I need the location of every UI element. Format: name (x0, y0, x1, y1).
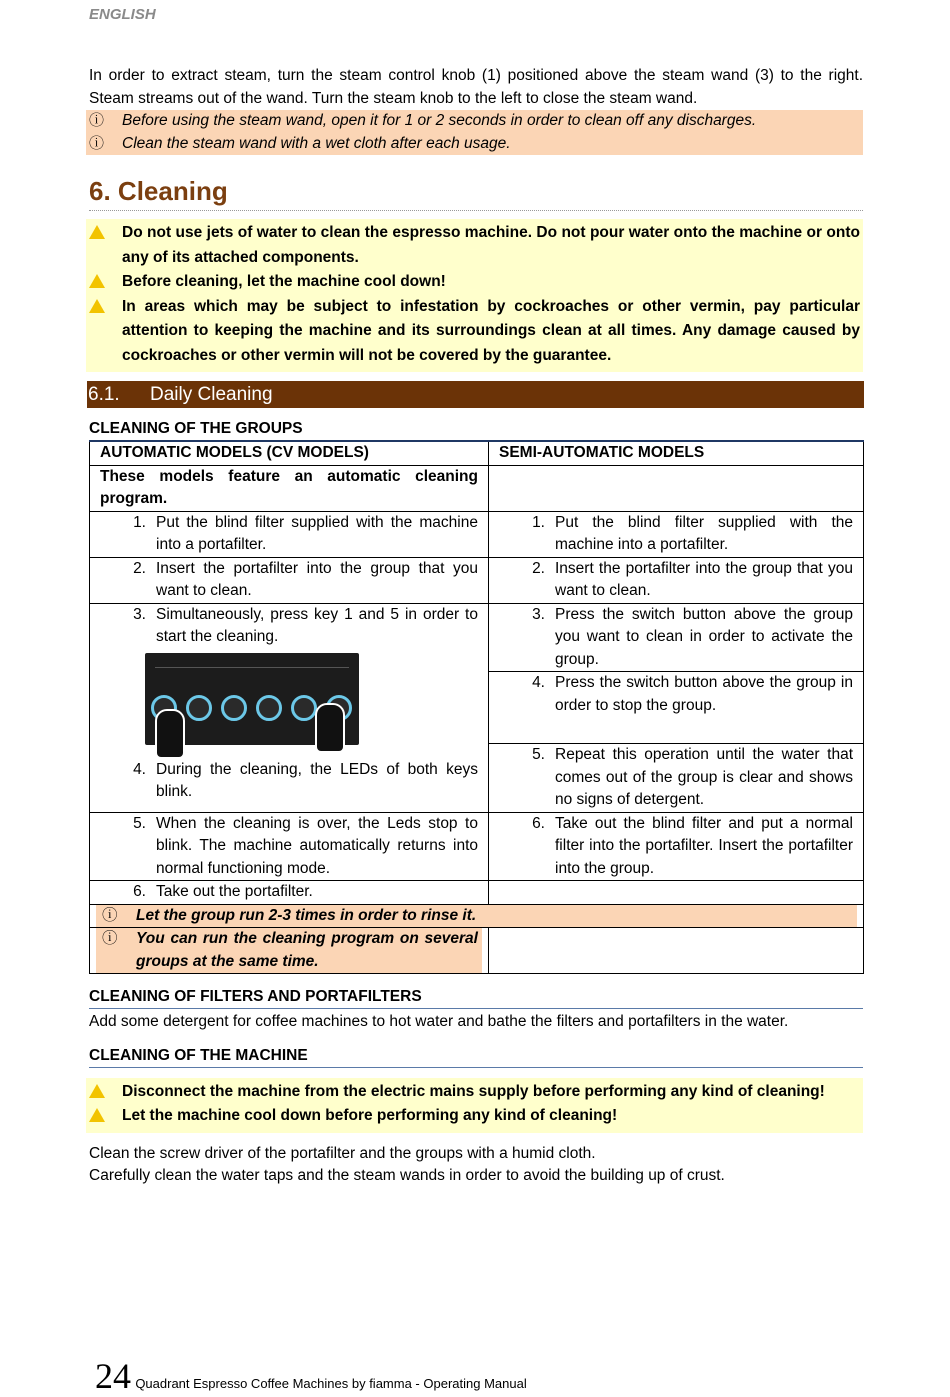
auto-intro: These models feature an automatic cleaning program. (90, 465, 489, 511)
machine-line: Carefully clean the water taps and the steam wands in order to avoid the building up of crust. (89, 1167, 725, 1184)
auto-step: 5. When the cleaning is over, the Leds stop to blink. The machine automatically returns into normal functioning mode. (133, 814, 478, 877)
subsection-heading: 6.1. Daily Cleaning (87, 381, 864, 408)
steam-paragraph: In order to extract steam, turn the steam control knob (1) positioned above the steam wand (3) to the right. Steam streams out of the wand. Turn the steam knob to the left to close the steam wand. (89, 67, 863, 107)
finger-press-icon (315, 703, 345, 753)
semi-step: 3. Press the switch button above the group you want to clean in order to activate the group. (532, 605, 853, 668)
machine-heading: CLEANING OF THE MACHINE (89, 1045, 863, 1068)
info-note: ⓘ Clean the steam wand with a wet cloth after each usage. (86, 133, 863, 156)
groups-table (89, 440, 864, 974)
groups-heading: CLEANING OF THE GROUPS (89, 420, 303, 437)
warning-icon (89, 299, 105, 313)
multi-group-note: ⓘ You can run the cleaning program on several groups at the same time. (96, 928, 482, 973)
auto-step: 1. Put the blind filter supplied with the machine into a portafilter. (133, 513, 478, 553)
section-heading: 6. Cleaning (89, 175, 863, 211)
page-number: 24 (95, 1356, 131, 1396)
warning-icon (89, 274, 105, 288)
warning-item: Before cleaning, let the machine cool down! (86, 270, 863, 295)
auto-step: 3. Simultaneously, press key 1 and 5 in order to start the cleaning. (133, 605, 478, 645)
semi-step: 5. Repeat this operation until the water that comes out of the group is clear and shows no signs of detergent. (532, 746, 853, 808)
machine-warning-box (86, 1078, 863, 1133)
auto-step: 6. Take out the portafilter. (133, 883, 313, 900)
semi-step: 4. Press the switch button above the group in order to stop the group. (532, 674, 853, 714)
warning-item: Do not use jets of water to clean the espresso machine. Do not pour water onto the machine or onto any of its attached components. (86, 221, 863, 270)
info-icon: ⓘ (89, 112, 105, 129)
warning-item: Let the machine cool down before performing any kind of cleaning! (86, 1104, 863, 1129)
language-label: ENGLISH (89, 6, 156, 23)
col-header-semi: SEMI-AUTOMATIC MODELS (489, 441, 864, 465)
info-icon: ⓘ (102, 930, 118, 947)
steam-info-box (86, 110, 863, 155)
page-content (89, 65, 863, 1188)
auto-step: 2. Insert the portafilter into the group that you want to clean. (133, 559, 478, 599)
col-header-auto: AUTOMATIC MODELS (CV MODELS) (90, 441, 489, 465)
filters-heading: CLEANING OF FILTERS AND PORTAFILTERS (89, 986, 863, 1009)
semi-step: 1. Put the blind filter supplied with the machine into a portafilter. (532, 513, 853, 553)
info-icon: ⓘ (89, 134, 105, 152)
rinse-note: ⓘ Let the group run 2-3 times in order to rinse it. (96, 905, 857, 928)
semi-step: 6. Take out the blind filter and put a normal filter into the portafilter. Insert the portafilter into the group. (532, 814, 853, 877)
keypad-illustration (145, 653, 359, 745)
warning-icon (89, 225, 105, 239)
finger-press-icon (155, 709, 185, 759)
page-footer (95, 1355, 527, 1397)
warning-icon (89, 1108, 105, 1122)
info-icon: ⓘ (102, 906, 118, 924)
semi-step: 2. Insert the portafilter into the group that you want to clean. (532, 559, 853, 599)
footer-text: Quadrant Espresso Coffee Machines by fiamma - Operating Manual (135, 1376, 527, 1391)
warning-item: Disconnect the machine from the electric mains supply before performing any kind of cleaning! (86, 1080, 863, 1105)
info-note: ⓘ Before using the steam wand, open it for 1 or 2 seconds in order to clean off any discharges. (86, 110, 863, 133)
warning-item: In areas which may be subject to infestation by cockroaches or other vermin, pay particular attention to keeping the machine and its surroundings clean at all times. Any damage caused by cockroaches or other vermin will not be covered by the guarantee. (86, 295, 863, 369)
filters-text: Add some detergent for coffee machines to hot water and bathe the filters and portafilters in the water. (89, 1013, 789, 1030)
cleaning-warning-box (86, 219, 863, 372)
auto-step: 4. During the cleaning, the LEDs of both keys blink. (133, 760, 478, 800)
machine-line: Clean the screw driver of the portafilter and the groups with a humid cloth. (89, 1144, 596, 1162)
warning-icon (89, 1084, 105, 1098)
